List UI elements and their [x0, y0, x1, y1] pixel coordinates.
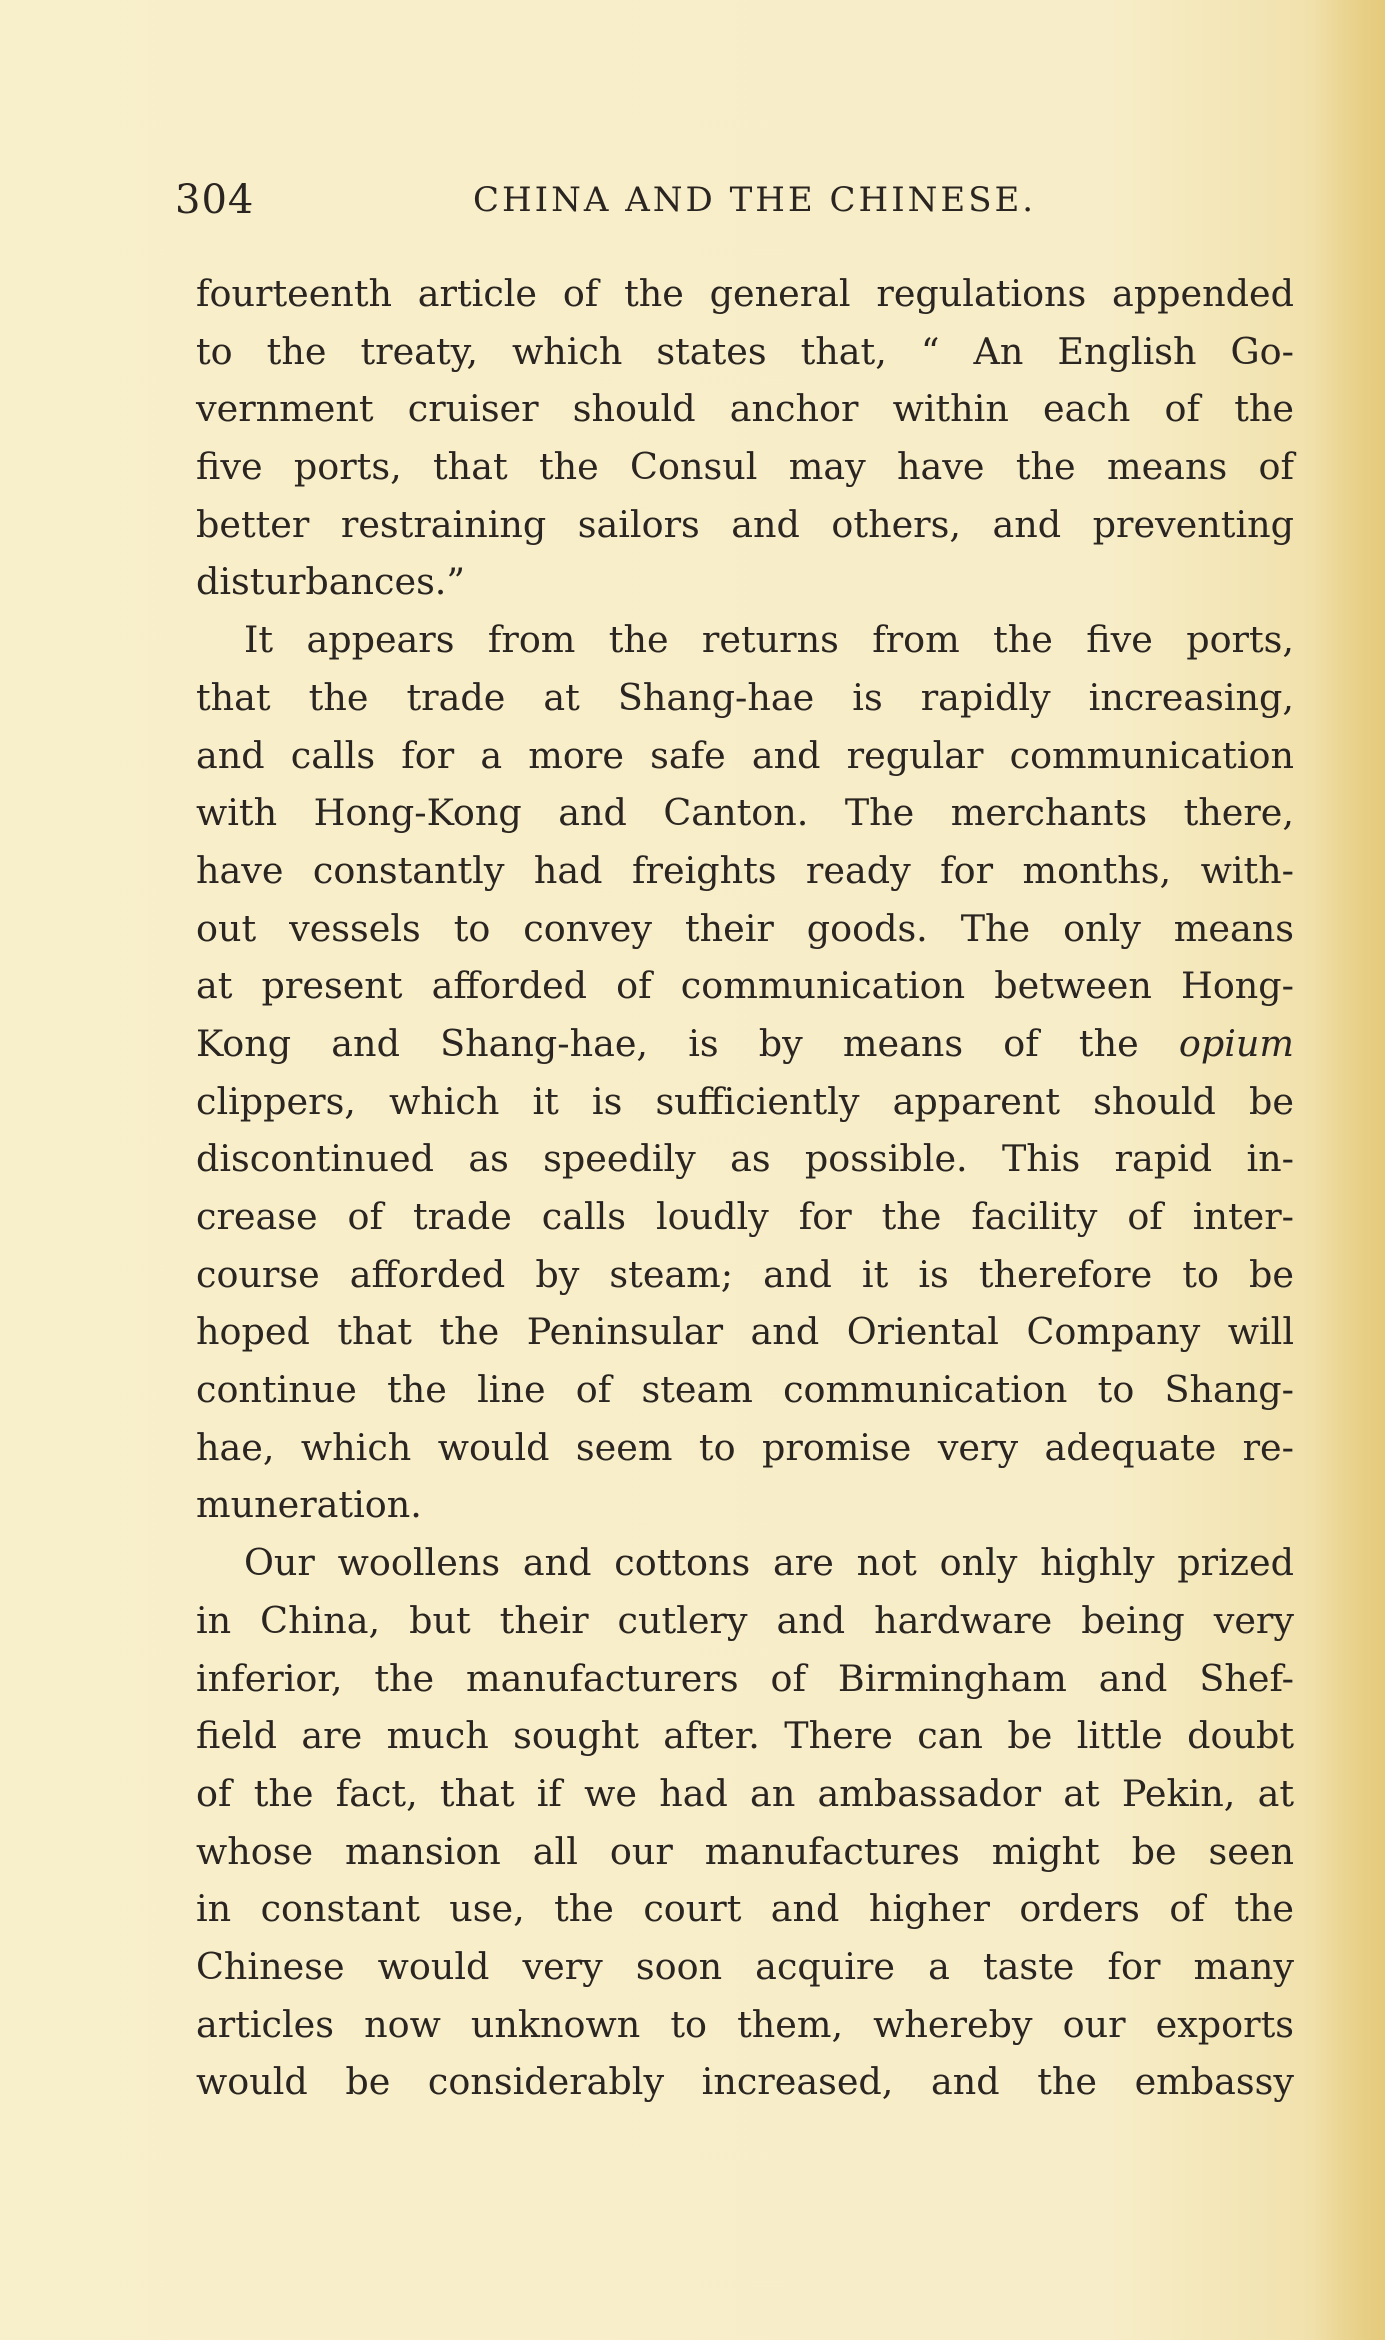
text-line: in China, but their cutlery and hardware being very — [196, 1598, 1294, 1642]
text-line — [196, 1015, 1294, 1073]
text-line: vernment cruiser should anchor within each of the — [196, 387, 1294, 431]
text-line: that the trade at Shang-hae is rapidly increasing, — [196, 675, 1294, 719]
text-line: muneration. — [196, 1483, 422, 1527]
text-line: of the fact, that if we had an ambassador at Pekin, at — [196, 1771, 1294, 1815]
text-line: field are much sought after. There can be little doubt — [196, 1714, 1294, 1758]
text-line: inferior, the manufacturers of Birmingham and Shef- — [196, 1656, 1294, 1700]
running-title: CHINA AND THE CHINESE. — [473, 180, 1037, 220]
page-number: 304 — [175, 177, 255, 223]
page-header — [175, 170, 1175, 230]
text-line: in constant use, the court and higher orders of the — [196, 1887, 1294, 1931]
text-line: out vessels to convey their goods. The only means — [196, 906, 1294, 950]
text-line: Chinese would very soon acquire a taste for many — [196, 1944, 1294, 1988]
text-line: whose mansion all our manufactures might be seen — [196, 1829, 1294, 1873]
paragraph-first-line: Our woollens and cottons are not only highly prized — [244, 1541, 1294, 1585]
text-line: fourteenth article of the general regulations appended — [196, 272, 1294, 315]
italic-word: opium — [1178, 1021, 1294, 1065]
text-line: continue the line of steam communication to Shang- — [196, 1368, 1294, 1412]
text-line: articles now unknown to them, whereby our exports — [196, 2002, 1294, 2046]
text-line: better restraining sailors and others, and preventing — [196, 502, 1294, 546]
paragraph-first-line: It appears from the returns from the five ports, — [244, 618, 1294, 662]
text-line: to the treaty, which states that, “ An English Go- — [196, 329, 1294, 373]
text-line: with Hong-Kong and Canton. The merchants there, — [196, 791, 1294, 835]
text-line: have constantly had freights ready for months, with- — [196, 848, 1294, 892]
text-line: crease of trade calls loudly for the facility of inter- — [196, 1195, 1294, 1238]
text-line: five ports, that the Consul may have the means of — [196, 445, 1294, 489]
text-line: course afforded by steam; and it is therefore to be — [196, 1252, 1294, 1296]
text-segment: Kong and Shang-hae, is by means of the — [196, 1021, 1179, 1065]
text-line: hae, which would seem to promise very adequate re- — [196, 1425, 1294, 1469]
page-edge-shading — [1315, 0, 1385, 2340]
text-line: would be considerably increased, and the embassy — [196, 2060, 1294, 2104]
text-line: discontinued as speedily as possible. This rapid in- — [196, 1137, 1294, 1181]
text-line: and calls for a more safe and regular communication — [196, 733, 1294, 777]
body-text — [196, 265, 1296, 2111]
text-line: clippers, which it is sufficiently apparent should be — [196, 1079, 1294, 1123]
text-line: hoped that the Peninsular and Oriental Company will — [196, 1310, 1294, 1354]
text-line: at present afforded of communication between Hong- — [196, 964, 1294, 1008]
text-line: disturbances.” — [196, 560, 466, 604]
